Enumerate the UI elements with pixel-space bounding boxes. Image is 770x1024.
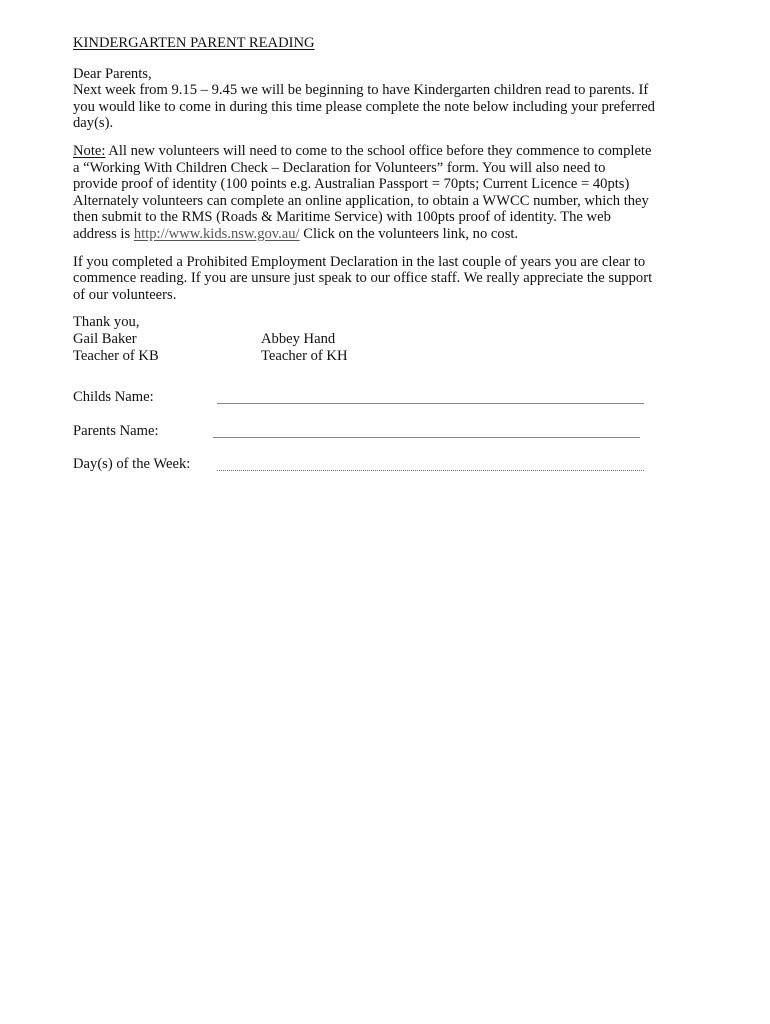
greeting: Dear Parents, <box>73 65 152 82</box>
note-label: Note: <box>73 142 106 159</box>
kids-website-link[interactable]: http://www.kids.nsw.gov.au/ <box>133 225 300 242</box>
days-line[interactable] <box>217 470 644 471</box>
note-line: Alternately volunteers can complete an online application, to obtain a WWCC number, which they <box>73 192 649 209</box>
parent-name-line[interactable] <box>213 437 640 438</box>
intro-paragraph <box>73 66 703 132</box>
prohibited-line: commence reading. If you are unsure just speak to our office staff. We really appreciate the support <box>73 270 653 287</box>
note-line <box>73 143 703 160</box>
teacher1-name: Gail Baker <box>73 330 137 347</box>
prohibited-paragraph <box>73 254 703 304</box>
child-name-label: Childs Name: <box>73 389 154 405</box>
signature-classes-row <box>73 348 703 365</box>
parent-name-row <box>73 423 653 443</box>
note-text: All new volunteers will need to come to the school office before they commence to complete <box>105 142 652 159</box>
prohibited-line: If you completed a Prohibited Employment Declaration in the last couple of years you are clear to <box>73 253 646 270</box>
teacher2-class: Teacher of KH <box>261 347 348 364</box>
letter-body <box>73 35 703 364</box>
intro-line: day(s). <box>73 115 114 132</box>
signature-names-row <box>73 331 703 348</box>
teacher2-name: Abbey Hand <box>261 330 336 347</box>
note-paragraph <box>73 143 703 243</box>
note-line: a “Working With Children Check – Declaration for Volunteers” form. You will also need to <box>73 159 606 176</box>
days-row <box>73 456 653 476</box>
teacher1-class: Teacher of KB <box>73 347 159 364</box>
note-line: provide proof of identity (100 points e.g. Australian Passport = 70pts; Current Licence = 40pts) <box>73 176 630 193</box>
days-label: Day(s) of the Week: <box>73 456 191 472</box>
note-line <box>73 226 703 243</box>
thanks-text: Thank you, <box>73 314 140 331</box>
document-title: KINDERGARTEN PARENT READING <box>73 35 315 51</box>
child-name-line[interactable] <box>217 403 644 404</box>
note-line: then submit to the RMS (Roads & Maritime Service) with 100pts proof of identity. The web <box>73 209 611 226</box>
prohibited-line: of our volunteers. <box>73 286 177 303</box>
intro-line: you would like to come in during this time please complete the note below including your preferred <box>73 98 655 115</box>
intro-line: Next week from 9.15 – 9.45 we will be beginning to have Kindergarten children read to parents. If <box>73 82 649 99</box>
note-text: Click on the volunteers link, no cost. <box>299 225 519 242</box>
parent-name-label: Parents Name: <box>73 423 159 439</box>
child-name-row <box>73 389 653 409</box>
signoff-block <box>73 314 703 364</box>
note-text: address is <box>73 225 134 242</box>
